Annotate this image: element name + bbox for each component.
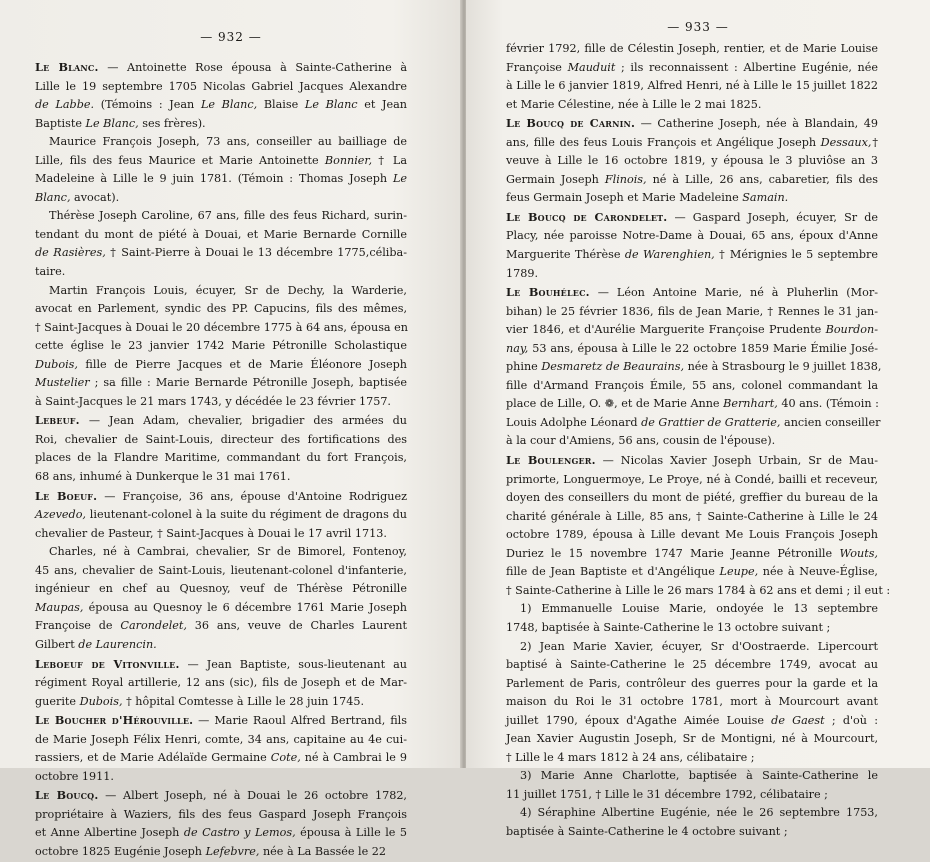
text-line — [35, 655, 407, 675]
italic-name: Le Blanc, — [85, 116, 139, 130]
text-segment: 68 ans, inhumé à Dunkerque le 31 mai 1761. — [35, 470, 291, 484]
text-line — [506, 804, 878, 823]
text-line — [35, 58, 407, 78]
entry-surname: Le Boucher d'Hérouville. — [35, 713, 194, 728]
text-line — [35, 431, 407, 450]
text-line — [35, 768, 407, 787]
text-line — [506, 340, 878, 359]
text-line — [35, 374, 407, 393]
text-line — [35, 525, 407, 544]
text-line — [35, 115, 407, 134]
text-line — [506, 377, 878, 396]
text-line — [506, 545, 878, 564]
text-segment: 40 ans. (Témoin : — [777, 397, 879, 411]
text-segment: 36 ans, veuve de Charles Laurent — [186, 619, 408, 633]
italic-name: Bernhart, — [723, 397, 778, 411]
italic-name: Blanc, — [35, 190, 71, 204]
text-segment: octobre 1789, épousa à Lille devant Me Louis François Joseph — [506, 528, 878, 542]
text-line — [506, 823, 878, 842]
text-segment: juillet 1790, époux d'Agathe Aimée Louise — [506, 713, 772, 727]
italic-name: Azevedo, — [35, 508, 86, 522]
text-line — [35, 226, 407, 245]
text-segment: Gilbert — [35, 637, 79, 651]
text-segment: née à La Bassée le 22 — [259, 844, 387, 858]
text-segment: à Lille le 6 janvier 1819, Alfred Henri, né à Lille le 15 juillet 1822 — [506, 79, 878, 93]
text-line — [35, 599, 407, 618]
text-segment: tendant du mont de piété à Douai, et Marie Bernarde Cornille — [35, 227, 407, 241]
text-segment: vier 1846, et d'Aurélie Marguerite Françoise Prudente — [506, 323, 826, 337]
text-segment: (Témoins : Jean — [94, 98, 201, 112]
text-segment: 4) Séraphine Albertine Eugénie, née le 26 septembre 1753, — [520, 806, 878, 820]
text-segment: — Catherine Joseph, née à Blandain, 49 — [635, 117, 878, 131]
text-segment: 3) Marie Anne Charlotte, baptisée à Sainte-Catherine le — [520, 769, 878, 783]
text-segment: — Nicolas Xavier Joseph Urbain, Sr de Mau- — [595, 454, 879, 468]
text-segment: et Anne Albertine Joseph — [35, 826, 184, 840]
text-segment: Lille le 19 septembre 1705 Nicolas Gabriel Jacques Alexandre — [35, 79, 407, 93]
text-segment: veuve à Lille le 16 octobre 1819, y épousa le 3 pluviôse an 3 — [506, 154, 878, 168]
text-line — [506, 675, 878, 694]
text-segment: — Léon Antoine Marie, né à Pluherlin (Mor- — [589, 286, 878, 300]
text-line — [35, 636, 407, 655]
text-segment: avocat en Parlement, syndic des PP. Capucins, fils des mêmes, — [35, 302, 407, 316]
text-line — [506, 283, 878, 303]
italic-name: Mustelier — [35, 376, 90, 390]
italic-name: Le Blanc — [304, 98, 358, 112]
text-line — [506, 303, 878, 322]
text-segment: avocat). — [70, 190, 120, 204]
text-segment: épousa au Quesnoy le 6 décembre 1761 Marie Joseph — [83, 600, 407, 614]
text-segment: rassiers, et de Marie Adélaïde Germaine — [35, 751, 271, 765]
text-line — [35, 786, 407, 806]
text-line — [506, 508, 878, 527]
text-segment: propriétaire à Waziers, fils des feus Gaspard Joseph François — [35, 807, 407, 821]
text-line — [35, 78, 407, 97]
text-segment: baptisée à Sainte-Catherine le 4 octobre suivant ; — [506, 824, 788, 838]
entry-surname: Le Boucq de Carondelet. — [506, 209, 668, 224]
text-segment: 53 ans, épousa à Lille le 22 octobre 1859 Marie Émilie José- — [528, 341, 878, 355]
italic-name: Cote, — [270, 751, 301, 765]
text-segment: épousa à Lille le 5 — [295, 826, 408, 840]
text-line — [506, 227, 878, 246]
text-segment: 11 juillet 1751, † Lille le 31 décembre 1792, célibataire ; — [506, 787, 828, 801]
italic-name: de Gaest — [771, 713, 825, 727]
left-page — [0, 0, 462, 858]
text-line — [35, 749, 407, 768]
text-segment: ingénieur en chef au Quesnoy, veuf de Thérèse Pétronille — [35, 582, 407, 596]
text-line — [506, 786, 878, 805]
text-segment: † hôpital Comtesse à Lille le 28 juin 1745. — [122, 694, 365, 708]
text-segment: chevalier de Pasteur, † Saint-Jacques à Douai le 17 avril 1713. — [35, 526, 387, 540]
text-line — [506, 152, 878, 171]
text-segment: phine — [506, 360, 542, 374]
italic-name: Dessaux, — [820, 135, 872, 149]
text-line — [506, 582, 891, 601]
text-line — [35, 806, 407, 825]
text-segment: fille d'Armand François Émile, 55 ans, colonel commandant la — [506, 378, 878, 392]
text-segment: Madeleine à Lille le 9 juin 1781. (Témoin : Thomas Joseph — [35, 172, 393, 186]
text-line — [506, 432, 878, 451]
text-segment: 45 ans, chevalier de Saint-Louis, lieutenant-colonel d'infanterie, — [35, 563, 407, 577]
text-segment: Thérèse Joseph Caroline, 67 ans, fille des feus Richard, surin- — [49, 209, 407, 223]
text-line — [506, 114, 878, 134]
text-segment: 1748, baptisée à Sainte-Catherine le 13 octobre suivant ; — [506, 620, 831, 634]
italic-name: Maupas, — [35, 600, 84, 614]
text-segment: lieutenant-colonel à la suite du régiment de dragons du — [86, 508, 407, 522]
text-line — [506, 600, 878, 619]
italic-name: Samain. — [742, 191, 789, 205]
text-segment: † Saint-Pierre à Douai le 13 décembre 1775,céliba- — [105, 246, 407, 260]
text-segment: ; ils reconnaissent : Albertine Eugénie, née — [615, 60, 878, 74]
text-segment: et Jean — [357, 98, 408, 112]
text-segment: Françoise — [506, 60, 568, 74]
italic-name: Le — [392, 172, 407, 186]
text-segment: 1) Emmanuelle Louise Marie, ondoyée le 13 septembre — [520, 602, 878, 616]
text-segment: né à Cambrai le 9 — [300, 751, 407, 765]
text-line — [506, 208, 878, 228]
text-segment: ancien conseiller — [780, 415, 881, 429]
text-line — [506, 395, 878, 414]
italic-name: de Rasières, — [35, 246, 106, 260]
text-segment: ans, fille des feus Louis François et Angélique Joseph — [506, 135, 821, 149]
text-line — [506, 451, 878, 471]
text-line — [506, 246, 878, 265]
text-segment: née à Neuve-Église, — [758, 565, 878, 579]
text-line — [506, 656, 878, 675]
text-segment: et Marie Célestine, née à Lille le 2 mai 1825. — [506, 97, 762, 111]
text-line — [506, 489, 878, 508]
text-line — [506, 471, 878, 490]
text-line — [35, 189, 407, 208]
text-segment: Parlement de Paris, contrôleur des guerres pour la garde et la — [506, 676, 878, 690]
text-segment: — Françoise, 36 ans, épouse d'Antoine Rodriguez — [97, 489, 408, 503]
italic-name: Desmaretz de Beaurains, — [541, 360, 685, 374]
text-segment: — Jean Adam, chevalier, brigadier des armées du — [79, 414, 407, 428]
text-segment: fille de Pierre Jacques et de Marie Éléonore Joseph — [77, 357, 407, 371]
italic-name: Bourdon- — [825, 323, 878, 337]
text-segment: cette église le 23 janvier 1742 Marie Pétronille Scholastique — [35, 339, 407, 353]
text-segment: née à Strasbourg le 9 juillet 1838, — [684, 360, 882, 374]
text-segment: Louis Adolphe Léonard — [506, 415, 642, 429]
text-segment: † Saint-Jacques à Douai le 20 décembre 1775 à 64 ans, épousa en — [35, 320, 408, 334]
text-line — [35, 468, 407, 487]
text-line — [35, 562, 407, 581]
text-line — [506, 321, 878, 340]
italic-name: Leupe, — [719, 565, 759, 579]
text-line — [35, 674, 407, 693]
text-line — [35, 152, 407, 171]
text-line — [506, 767, 878, 786]
text-segment: feus Germain Joseph et Marie Madeleine — [506, 191, 743, 205]
text-segment: Roi, chevalier de Saint-Louis, directeur des fortifications des — [35, 432, 407, 446]
italic-name: Bonnier, — [324, 153, 373, 167]
left-page-text — [35, 58, 407, 862]
text-line — [35, 244, 407, 263]
entry-surname: Le Boulenger. — [506, 453, 596, 468]
entry-surname: Leboeuf de Vitonville. — [35, 656, 180, 671]
text-segment: octobre 1825 Eugénie Joseph — [35, 844, 206, 858]
text-line — [35, 170, 407, 189]
text-segment: doyen des conseillers du mont de piété, greffier du bureau de la — [506, 491, 878, 505]
text-segment: — Albert Joseph, né à Douai le 26 octobre 1782, — [98, 789, 407, 803]
text-line — [35, 843, 407, 862]
text-segment: † Sainte-Catherine à Lille le 26 mars 1784 à 62 ans et demi ; il eut : — [506, 583, 891, 597]
text-segment: Duriez le 15 novembre 1747 Marie Jeanne Pétronille — [506, 546, 840, 560]
text-segment: baptisé à Sainte-Catherine le 25 décembre 1749, avocat au — [506, 658, 878, 672]
text-segment: † Mérignies le 5 septembre — [714, 248, 878, 262]
text-line — [35, 207, 407, 226]
text-line — [35, 543, 407, 562]
entry-surname: Lebeuf. — [35, 413, 80, 428]
text-line — [35, 506, 407, 525]
right-page-text — [506, 40, 891, 842]
italic-name: Le Blanc, — [200, 98, 258, 112]
text-segment: fille de Jean Baptiste et d'Angélique — [506, 565, 720, 579]
text-segment: maison du Roi le 31 octobre 1781, mort à Mourcourt avant — [506, 695, 878, 709]
text-line — [506, 40, 878, 59]
text-line — [506, 265, 878, 284]
text-segment: — Antoinette Rose épousa à Sainte-Catherine à — [98, 61, 407, 74]
text-segment: février 1792, fille de Célestin Joseph, rentier, et de Marie Louise — [506, 42, 878, 55]
entry-surname: Le Boeuf. — [35, 488, 98, 503]
text-line — [35, 300, 407, 319]
text-segment: Germain Joseph — [506, 172, 605, 186]
text-segment: Charles, né à Cambrai, chevalier, Sr de Bimorel, Fontenoy, — [49, 545, 407, 559]
entry-surname: Le Bouhélec. — [506, 285, 590, 300]
text-line — [506, 134, 878, 153]
italic-name: de Castro y Lemos, — [183, 826, 296, 840]
text-segment: Baptiste — [35, 116, 86, 130]
text-segment: ses frères). — [138, 116, 206, 130]
text-segment: charité générale à Lille, 85 ans, † Sainte-Catherine à Lille le 24 — [506, 509, 878, 523]
text-line — [35, 449, 407, 468]
text-segment: ; sa fille : Marie Bernarde Pétronille Joseph, baptisée — [89, 376, 407, 390]
text-line — [35, 133, 407, 152]
italic-name: de Laurencin. — [78, 637, 157, 651]
text-segment: Blaise — [257, 98, 305, 112]
text-segment: bihan) le 25 février 1836, fils de Jean Marie, † Rennes le 31 jan- — [506, 304, 878, 318]
text-line — [506, 526, 878, 545]
text-line — [35, 282, 407, 301]
right-page-number: — 933 — — [667, 20, 729, 34]
text-line — [35, 393, 407, 412]
text-line — [506, 358, 882, 377]
text-segment: place de Lille, O. ❁, et de Marie Anne — [506, 397, 724, 411]
text-line — [35, 580, 407, 599]
text-line — [506, 414, 881, 433]
italic-name: de Warenghien, — [624, 248, 715, 262]
text-segment: primorte, Longuermoye, Le Proye, né à Condé, bailli et receveur, — [506, 472, 878, 486]
text-line — [506, 171, 878, 190]
text-line — [506, 59, 878, 78]
italic-name: Dubois, — [79, 694, 123, 708]
text-line — [35, 731, 407, 750]
entry-surname: Le Boucq. — [35, 788, 99, 803]
italic-name: Mauduit — [567, 60, 616, 74]
italic-name: de Grattier de Gratterie, — [641, 415, 781, 429]
text-line — [35, 693, 407, 712]
italic-name: Wouts, — [839, 546, 878, 560]
text-line — [506, 563, 878, 582]
italic-name: Dubois, — [35, 357, 78, 371]
text-line — [506, 77, 878, 96]
text-segment: né à Lille, 26 ans, cabaretier, fils des — [646, 172, 878, 186]
text-line — [35, 411, 407, 431]
text-segment: — Gaspard Joseph, écuyer, Sr de — [667, 210, 878, 224]
text-segment: à la cour d'Amiens, 56 ans, cousin de l'épouse). — [506, 434, 776, 448]
text-segment: 1789. — [506, 266, 539, 280]
text-segment: taire. — [35, 265, 66, 279]
text-line — [506, 693, 878, 712]
text-line — [506, 189, 878, 208]
italic-name: Carondelet, — [120, 619, 187, 633]
italic-name: Flinois, — [604, 172, 647, 186]
text-segment: places de la Flandre Maritime, commandant du fort François, — [35, 451, 407, 465]
text-line — [35, 337, 407, 356]
text-segment: à Saint-Jacques le 21 mars 1743, y décédée le 23 février 1757. — [35, 394, 391, 408]
text-segment: régiment Royal artillerie, 12 ans (sic), fils de Joseph et de Mar- — [35, 676, 407, 690]
text-segment: Jean Xavier Augustin Joseph, Sr de Montigni, né à Mourcourt, — [506, 732, 878, 746]
text-line — [35, 487, 407, 507]
entry-surname: Le Boucq de Carnin. — [506, 116, 636, 131]
right-page — [466, 0, 930, 838]
text-segment: octobre 1911. — [35, 769, 114, 783]
text-line — [506, 96, 878, 115]
text-segment: Françoise de — [35, 619, 121, 633]
italic-name: nay, — [506, 341, 529, 355]
text-segment: † Lille le 4 mars 1812 à 24 ans, célibataire ; — [506, 750, 755, 764]
text-segment: Martin François Louis, écuyer, Sr de Dechy, la Warderie, — [49, 283, 407, 297]
text-line — [506, 749, 878, 768]
text-segment: Marguerite Thérèse — [506, 248, 625, 262]
text-segment: — Jean Baptiste, sous-lieutenant au — [179, 657, 408, 671]
text-segment: † La — [372, 153, 408, 167]
text-line — [506, 730, 878, 749]
text-line — [35, 617, 407, 636]
text-line — [35, 263, 407, 282]
text-line — [35, 356, 407, 375]
text-segment: Lille, fils des feus Maurice et Marie Antoinette — [35, 153, 325, 167]
text-segment: 2) Jean Marie Xavier, écuyer, Sr d'Oostraerde. Lipercourt — [520, 639, 878, 653]
text-line — [35, 319, 407, 338]
text-line — [35, 711, 407, 731]
text-line — [35, 96, 407, 115]
text-segment: ; d'où : — [824, 713, 878, 727]
text-line — [506, 619, 878, 638]
text-segment: — Marie Raoul Alfred Bertrand, fils — [193, 714, 407, 728]
left-page-number: — 932 — — [200, 30, 262, 44]
italic-name: de Labbe. — [35, 98, 95, 112]
italic-name: Lefebvre, — [205, 844, 260, 858]
text-line — [35, 824, 407, 843]
text-segment: Placy, née paroisse Notre-Dame à Douai, 65 ans, époux d'Anne — [506, 229, 878, 243]
text-line — [506, 638, 878, 657]
text-segment: guerite — [35, 694, 80, 708]
entry-surname: Le Blanc. — [35, 60, 99, 74]
text-segment: Maurice François Joseph, 73 ans, conseiller au bailliage de — [49, 135, 407, 149]
text-segment: † — [871, 135, 879, 149]
text-segment: de Marie Joseph Félix Henri, comte, 34 ans, capitaine au 4e cui- — [35, 732, 407, 746]
text-line — [506, 712, 878, 731]
